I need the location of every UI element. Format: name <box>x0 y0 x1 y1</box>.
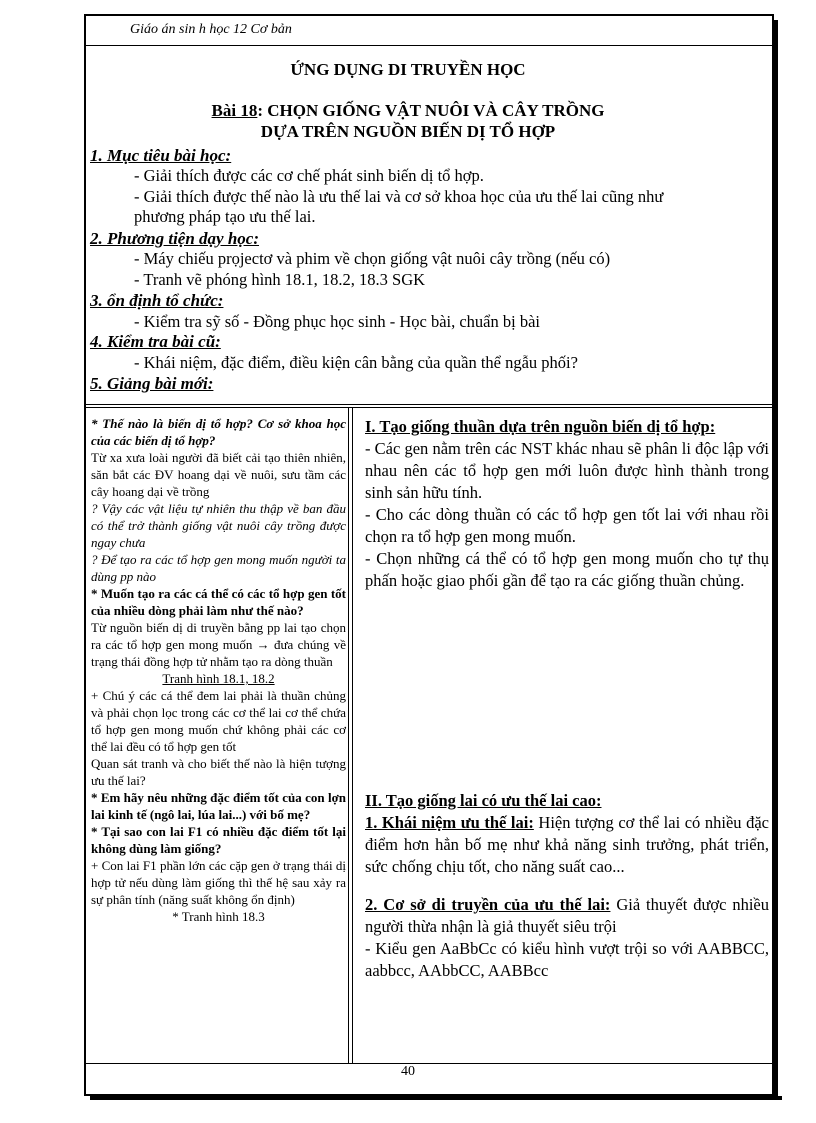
left-paragraph: ? Để tạo ra các tổ hợp gen mong muốn người ta dùng pp nào <box>91 552 346 584</box>
content-heading-1: I. Tạo giống thuần dựa trên nguồn biến dị tổ hợp: <box>365 417 716 436</box>
page-number: 40 <box>401 1064 415 1079</box>
left-paragraph: ? Vậy các vật liệu tự nhiên thu thập về ban đầu có thể trở thành giống vật nuôi cây trồng được ngay chưa <box>91 501 346 550</box>
objective-line: - Giải thích được thế nào là ưu thế lai và cơ sở khoa học của ưu thế lai cũng như <box>134 187 664 206</box>
content-paragraph: - Kiểu gen AaBbCc có kiểu hình vượt trội so với AABBCC, aabbcc, AAbbCC, AABBcc <box>365 939 769 980</box>
materials-line: - Tranh vẽ phóng hình 18.1, 18.2, 18.3 SGK <box>134 270 426 289</box>
content-paragraph <box>365 894 769 938</box>
section-objectives-heading: 1. Mục tiêu bài học: <box>90 146 232 165</box>
organization-line: - Kiểm tra sỹ số - Đồng phục học sinh - Học bài, chuẩn bị bài <box>134 312 540 331</box>
subheading: 2. Cơ sở di truyền của ưu thế lai: <box>365 895 611 914</box>
content-column <box>357 408 773 1063</box>
figure-reference: * Tranh hình 18.3 <box>172 909 265 924</box>
left-paragraph: Quan sát tranh và cho biết thế nào là hiện tượng ưu thế lai? <box>91 756 346 788</box>
left-paragraph: + Con lai F1 phần lớn các cặp gen ở trạng thái dị hợp tử nếu dùng làm giống thì thế hệ sau xảy ra sự phân tính (năng suất không ổn định) <box>91 858 346 907</box>
lesson-title-line2: DỰA TRÊN NGUỒN BIẾN DỊ TỔ HỢP <box>260 122 556 141</box>
left-paragraph: * Thế nào là biến dị tổ hợp? Cơ sở khoa học của các biến dị tổ hợp? <box>91 416 346 448</box>
left-paragraph: * Em hãy nêu những đặc điểm tốt của con lợn lai kinh tế (ngô lai, lúa lai...) với bố mẹ? <box>91 790 346 822</box>
section-materials-heading: 2. Phương tiện dạy học: <box>90 229 260 248</box>
paragraph-text: Giả thuyết được nhiều người thừa nhận là giả thuyết siêu trội <box>365 895 770 936</box>
content-paragraph: - Các gen nằm trên các NST khác nhau sẽ phân li độc lập với nhau nên các tổ hợp gen mới luôn được hình thành trong sinh sản hữu tính. <box>365 439 769 502</box>
header-rule <box>86 45 772 46</box>
lesson-title-line1 <box>0 101 816 121</box>
section-review-heading: 4. Kiểm tra bài cũ: <box>90 332 221 351</box>
objective-line: - Giải thích được các cơ chế phát sinh biến dị tổ hợp. <box>134 166 484 185</box>
running-header: Giáo án sin h học 12 Cơ bản <box>130 22 292 37</box>
materials-line: - Máy chiếu prọjectơ và phim về chọn giống vật nuôi cây trồng (nếu có) <box>134 249 611 268</box>
content-paragraph <box>365 812 769 878</box>
left-paragraph: * Tại sao con lai F1 có nhiều đặc điểm tốt lại không dùng làm giống? <box>91 824 346 856</box>
left-paragraph: Từ nguồn biến dị di truyền bằng pp lai tạo chọn ra các tổ hợp gen mong muốn → đưa chúng về trạng thái đồng hợp tử nhằm tạo ra dòng thuần <box>91 620 346 669</box>
unit-title: ỨNG DỤNG DI TRUYỀN HỌC <box>290 60 526 79</box>
teacher-activities-column <box>85 408 353 1063</box>
left-paragraph: * Muốn tạo ra các cá thể có các tổ hợp gen tốt của nhiều dòng phải làm như thế nào? <box>91 586 346 618</box>
content-heading-2: II. Tạo giống lai có ưu thế lai cao: <box>365 791 602 810</box>
left-paragraph: + Chú ý các cá thể đem lai phải là thuần chủng và phải chọn lọc trong các cơ thể lai cơ thể chứa tổ hợp gen mong muốn chứ không phải các cơ thể lai đều có tổ hợp gen tốt <box>91 688 346 754</box>
lesson-table <box>84 407 774 1064</box>
review-line: - Khái niệm, đặc điểm, điều kiện cân bằng của quần thể ngẫu phối? <box>134 353 578 372</box>
content-paragraph: - Chọn những cá thể có tổ hợp gen mong muốn cho tự thụ phấn hoặc giao phối gần để tạo ra các giống thuần chủng. <box>365 549 769 590</box>
content-paragraph: - Cho các dòng thuần có các tổ hợp gen tốt lai với nhau rồi chọn ra tổ hợp gen mong muốn. <box>365 505 769 546</box>
objective-line: phương pháp tạo ưu thế lai. <box>134 207 316 226</box>
subheading: 1. Khái niệm ưu thế lai: <box>365 813 534 832</box>
section-organization-heading: 3. ổn định tổ chức: <box>90 291 224 310</box>
section-new-lesson-heading: 5. Giảng bài mới: <box>90 374 214 393</box>
figure-reference: Tranh hình 18.1, 18.2 <box>162 671 275 686</box>
paragraph-text: Hiện tượng cơ thể lai có nhiều đặc điểm hơn hẳn bố mẹ như khả năng sinh trưởng, phát triển, sức chống chịu tốt, cho năng suất cao... <box>365 813 769 876</box>
left-paragraph: Từ xa xưa loài người đã biết cải tạo thiên nhiên, săn bắt các ĐV hoang dại về nuôi, sưu tầm các cây hoang dại về trồng <box>91 450 346 499</box>
lesson-label: Bài 18 <box>211 101 258 120</box>
lesson-title-text: : CHỌN GIỐNG VẬT NUÔI VÀ CÂY TRỒNG <box>257 101 605 120</box>
